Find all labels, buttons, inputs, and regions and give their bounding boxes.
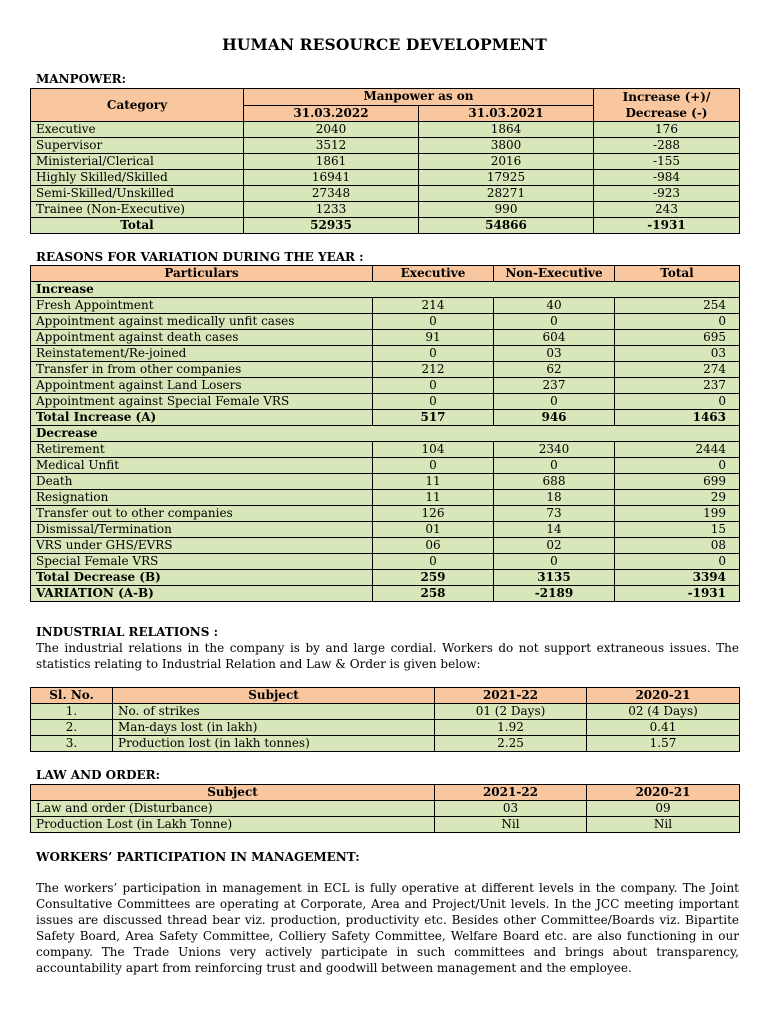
table-row bbox=[31, 506, 740, 522]
table-row bbox=[31, 346, 740, 362]
subject-cell: No. of strikes bbox=[113, 704, 435, 720]
col-manpower-as-on: Manpower as on bbox=[244, 89, 594, 106]
sl-no-cell: 1. bbox=[31, 704, 113, 720]
value-2022-cell: 1861 bbox=[244, 154, 419, 170]
non-executive-cell: 2340 bbox=[494, 442, 615, 458]
particular-cell: Special Female VRS bbox=[31, 554, 373, 570]
value-2022-cell: 2040 bbox=[244, 122, 419, 138]
total-decrease-row bbox=[31, 570, 740, 586]
variation-heading: REASONS FOR VARIATION DURING THE YEAR : bbox=[36, 250, 364, 264]
col-subject: Subject bbox=[31, 785, 435, 801]
table-row bbox=[31, 298, 740, 314]
total-label-cell: Total bbox=[31, 218, 244, 234]
total-cell: 237 bbox=[615, 378, 740, 394]
sl-no-cell: 2. bbox=[31, 720, 113, 736]
category-cell: Highly Skilled/Skilled bbox=[31, 170, 244, 186]
non-executive-cell: 02 bbox=[494, 538, 615, 554]
category-cell: Supervisor bbox=[31, 138, 244, 154]
manpower-heading: MANPOWER: bbox=[36, 72, 127, 86]
value-2021-22-cell: Nil bbox=[435, 817, 587, 833]
table-row bbox=[31, 394, 740, 410]
value-2022-cell: 3512 bbox=[244, 138, 419, 154]
value-2021-cell: 3800 bbox=[419, 138, 594, 154]
total-cell: -1931 bbox=[615, 586, 740, 602]
executive-cell: 91 bbox=[373, 330, 494, 346]
total-cell: 15 bbox=[615, 522, 740, 538]
workers-participation-text: The workers’ participation in management in ECL is fully operative at different levels in the company. The Joint Consultative Committees are operating at Corporate, Area and Project/Unit levels. In the JCC meeting important issues are discussed thread bear viz. production, productivity etc. Besides other Committee/Boards viz. Bipartite Safety Board, Area Safety Committee, Colliery Safety Committee, Welfare Board etc. are also functioning in our company. The Trade Unions very actively participate in such committees and brings about transparency, accountability apart from reinforcing trust and goodwill between management and the employee. bbox=[36, 881, 739, 975]
non-executive-cell: 3135 bbox=[494, 570, 615, 586]
non-executive-cell: 40 bbox=[494, 298, 615, 314]
category-cell: Ministerial/Clerical bbox=[31, 154, 244, 170]
col-category: Category bbox=[31, 89, 244, 122]
particular-cell: VARIATION (A-B) bbox=[31, 586, 373, 602]
sl-no-cell: 3. bbox=[31, 736, 113, 752]
executive-cell: 11 bbox=[373, 474, 494, 490]
table-row bbox=[31, 522, 740, 538]
total-cell: 199 bbox=[615, 506, 740, 522]
table-row bbox=[31, 442, 740, 458]
total-2022-cell: 52935 bbox=[244, 218, 419, 234]
total-cell: 0 bbox=[615, 554, 740, 570]
executive-cell: 0 bbox=[373, 394, 494, 410]
executive-cell: 259 bbox=[373, 570, 494, 586]
value-2021-22-cell: 1.92 bbox=[435, 720, 587, 736]
particular-cell: Retirement bbox=[31, 442, 373, 458]
particular-cell: Appointment against medically unfit cases bbox=[31, 314, 373, 330]
manpower-table bbox=[30, 88, 740, 234]
executive-cell: 126 bbox=[373, 506, 494, 522]
table-row bbox=[31, 378, 740, 394]
value-2020-21-cell: Nil bbox=[587, 817, 740, 833]
total-cell: 2444 bbox=[615, 442, 740, 458]
particular-cell: Fresh Appointment bbox=[31, 298, 373, 314]
total-row bbox=[31, 218, 740, 234]
particular-cell: Death bbox=[31, 474, 373, 490]
table-row bbox=[31, 474, 740, 490]
col-2021-22: 2021-22 bbox=[435, 785, 587, 801]
total-cell: 1463 bbox=[615, 410, 740, 426]
total-cell: 03 bbox=[615, 346, 740, 362]
particular-cell: Appointment against death cases bbox=[31, 330, 373, 346]
col-increase-label: Increase (+)/ bbox=[622, 90, 711, 104]
table-row bbox=[31, 330, 740, 346]
executive-cell: 517 bbox=[373, 410, 494, 426]
non-executive-cell: 237 bbox=[494, 378, 615, 394]
non-executive-cell: 0 bbox=[494, 458, 615, 474]
workers-participation-heading: WORKERS’ PARTICIPATION IN MANAGEMENT: bbox=[36, 850, 360, 864]
total-cell: 254 bbox=[615, 298, 740, 314]
particular-cell: VRS under GHS/EVRS bbox=[31, 538, 373, 554]
total-cell: 0 bbox=[615, 314, 740, 330]
non-executive-cell: 946 bbox=[494, 410, 615, 426]
table-row bbox=[31, 154, 740, 170]
executive-cell: 11 bbox=[373, 490, 494, 506]
non-executive-cell: 62 bbox=[494, 362, 615, 378]
value-2021-22-cell: 2.25 bbox=[435, 736, 587, 752]
table-row bbox=[31, 720, 740, 736]
total-cell: 3394 bbox=[615, 570, 740, 586]
particular-cell: Appointment against Special Female VRS bbox=[31, 394, 373, 410]
non-executive-cell: 14 bbox=[494, 522, 615, 538]
change-cell: -923 bbox=[594, 186, 740, 202]
executive-cell: 06 bbox=[373, 538, 494, 554]
executive-cell: 0 bbox=[373, 346, 494, 362]
page-title: HUMAN RESOURCE DEVELOPMENT bbox=[222, 35, 547, 54]
col-particulars: Particulars bbox=[31, 266, 373, 282]
increase-section-label: Increase bbox=[31, 282, 740, 298]
decrease-section bbox=[31, 426, 740, 442]
particular-cell: Transfer in from other companies bbox=[31, 362, 373, 378]
total-2021-cell: 54866 bbox=[419, 218, 594, 234]
value-2022-cell: 27348 bbox=[244, 186, 419, 202]
total-cell: 08 bbox=[615, 538, 740, 554]
law-order-heading: LAW AND ORDER: bbox=[36, 768, 161, 782]
table-row bbox=[31, 362, 740, 378]
non-executive-cell: 0 bbox=[494, 394, 615, 410]
value-2020-21-cell: 02 (4 Days) bbox=[587, 704, 740, 720]
non-executive-cell: 688 bbox=[494, 474, 615, 490]
particular-cell: Dismissal/Termination bbox=[31, 522, 373, 538]
table-row bbox=[31, 704, 740, 720]
executive-cell: 212 bbox=[373, 362, 494, 378]
value-2020-21-cell: 09 bbox=[587, 801, 740, 817]
table-row bbox=[31, 314, 740, 330]
executive-cell: 0 bbox=[373, 314, 494, 330]
table-row bbox=[31, 122, 740, 138]
variation-table bbox=[30, 265, 740, 602]
executive-cell: 0 bbox=[373, 378, 494, 394]
law-order-table bbox=[30, 784, 740, 833]
col-sl-no: Sl. No. bbox=[31, 688, 113, 704]
col-date-2022: 31.03.2022 bbox=[244, 105, 419, 122]
value-2022-cell: 1233 bbox=[244, 202, 419, 218]
industrial-relations-heading: INDUSTRIAL RELATIONS : bbox=[36, 625, 219, 639]
non-executive-cell: 73 bbox=[494, 506, 615, 522]
non-executive-cell: 0 bbox=[494, 314, 615, 330]
value-2021-cell: 990 bbox=[419, 202, 594, 218]
value-2020-21-cell: 0.41 bbox=[587, 720, 740, 736]
col-subject: Subject bbox=[113, 688, 435, 704]
change-cell: 176 bbox=[594, 122, 740, 138]
total-increase-row bbox=[31, 410, 740, 426]
subject-cell: Production Lost (in Lakh Tonne) bbox=[31, 817, 435, 833]
value-2021-cell: 17925 bbox=[419, 170, 594, 186]
table-row bbox=[31, 538, 740, 554]
particular-cell: Total Decrease (B) bbox=[31, 570, 373, 586]
particular-cell: Total Increase (A) bbox=[31, 410, 373, 426]
executive-cell: 01 bbox=[373, 522, 494, 538]
col-total: Total bbox=[615, 266, 740, 282]
change-cell: 243 bbox=[594, 202, 740, 218]
value-2021-cell: 28271 bbox=[419, 186, 594, 202]
executive-cell: 104 bbox=[373, 442, 494, 458]
table-row bbox=[31, 801, 740, 817]
table-row bbox=[31, 186, 740, 202]
total-cell: 29 bbox=[615, 490, 740, 506]
category-cell: Semi-Skilled/Unskilled bbox=[31, 186, 244, 202]
subject-cell: Man-days lost (in lakh) bbox=[113, 720, 435, 736]
category-cell: Executive bbox=[31, 122, 244, 138]
value-2021-cell: 2016 bbox=[419, 154, 594, 170]
total-cell: 0 bbox=[615, 394, 740, 410]
subject-cell: Production lost (in lakh tonnes) bbox=[113, 736, 435, 752]
industrial-relations-text: The industrial relations in the company is by and large cordial. Workers do not support extraneous issues. The statistics relating to Industrial Relation and Law & Order is given below: bbox=[36, 641, 739, 671]
change-cell: -984 bbox=[594, 170, 740, 186]
executive-cell: 0 bbox=[373, 554, 494, 570]
subject-cell: Law and order (Disturbance) bbox=[31, 801, 435, 817]
table-row bbox=[31, 458, 740, 474]
particular-cell: Resignation bbox=[31, 490, 373, 506]
total-cell: 0 bbox=[615, 458, 740, 474]
table-row bbox=[31, 202, 740, 218]
non-executive-cell: 0 bbox=[494, 554, 615, 570]
total-cell: 699 bbox=[615, 474, 740, 490]
non-executive-cell: 604 bbox=[494, 330, 615, 346]
particular-cell: Appointment against Land Losers bbox=[31, 378, 373, 394]
decrease-section-label: Decrease bbox=[31, 426, 740, 442]
col-increase-decrease bbox=[594, 89, 740, 122]
value-2021-22-cell: 01 (2 Days) bbox=[435, 704, 587, 720]
total-change-cell: -1931 bbox=[594, 218, 740, 234]
col-executive: Executive bbox=[373, 266, 494, 282]
particular-cell: Reinstatement/Re-joined bbox=[31, 346, 373, 362]
particular-cell: Medical Unfit bbox=[31, 458, 373, 474]
col-2021-22: 2021-22 bbox=[435, 688, 587, 704]
category-cell: Trainee (Non-Executive) bbox=[31, 202, 244, 218]
non-executive-cell: -2189 bbox=[494, 586, 615, 602]
col-2020-21: 2020-21 bbox=[587, 688, 740, 704]
table-row bbox=[31, 138, 740, 154]
non-executive-cell: 18 bbox=[494, 490, 615, 506]
total-cell: 274 bbox=[615, 362, 740, 378]
table-row bbox=[31, 736, 740, 752]
col-date-2021: 31.03.2021 bbox=[419, 105, 594, 122]
change-cell: -288 bbox=[594, 138, 740, 154]
table-row bbox=[31, 554, 740, 570]
value-2022-cell: 16941 bbox=[244, 170, 419, 186]
table-row bbox=[31, 490, 740, 506]
non-executive-cell: 03 bbox=[494, 346, 615, 362]
col-2020-21: 2020-21 bbox=[587, 785, 740, 801]
variation-net-row bbox=[31, 586, 740, 602]
col-decrease-label: Decrease (-) bbox=[625, 106, 708, 120]
value-2021-22-cell: 03 bbox=[435, 801, 587, 817]
value-2021-cell: 1864 bbox=[419, 122, 594, 138]
executive-cell: 258 bbox=[373, 586, 494, 602]
executive-cell: 214 bbox=[373, 298, 494, 314]
particular-cell: Transfer out to other companies bbox=[31, 506, 373, 522]
col-non-executive: Non-Executive bbox=[494, 266, 615, 282]
executive-cell: 0 bbox=[373, 458, 494, 474]
total-cell: 695 bbox=[615, 330, 740, 346]
increase-section bbox=[31, 282, 740, 298]
industrial-relations-table bbox=[30, 687, 740, 752]
value-2020-21-cell: 1.57 bbox=[587, 736, 740, 752]
table-row bbox=[31, 170, 740, 186]
change-cell: -155 bbox=[594, 154, 740, 170]
table-row bbox=[31, 817, 740, 833]
